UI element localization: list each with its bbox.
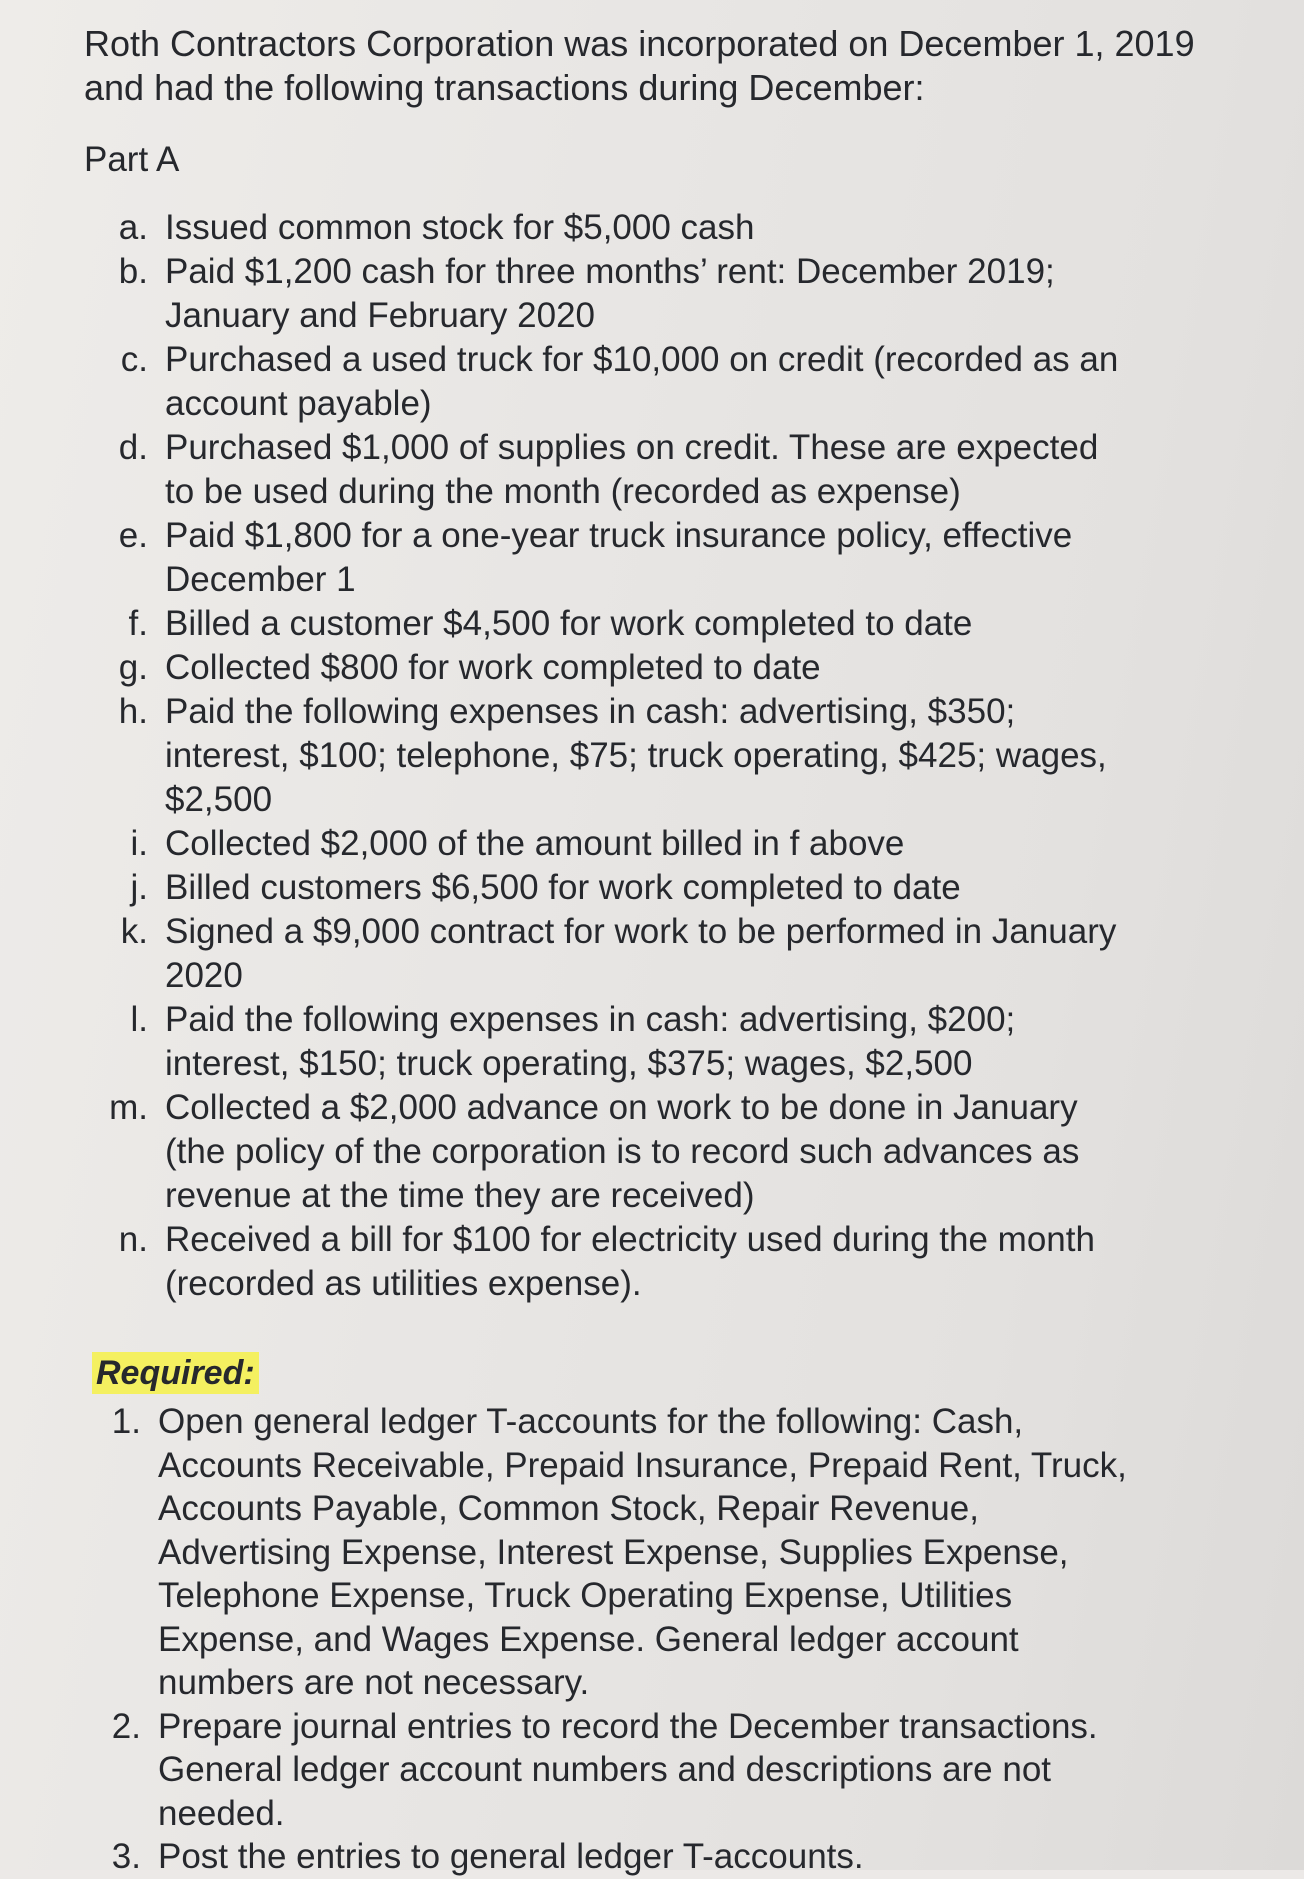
item-label: k. [120, 912, 148, 951]
requirements-list [92, 1400, 1304, 1879]
item-label: l. [130, 1000, 148, 1039]
item-label: 2. [111, 1706, 141, 1746]
list-item [84, 1086, 1304, 1218]
list-item [84, 690, 1304, 822]
item-label: n. [118, 1220, 148, 1259]
list-item [84, 426, 1304, 514]
item-text: Collected a $2,000 advance on work to be done in January (the policy of the corporation is to record such advances as revenue at the time they are received) [165, 1088, 1080, 1215]
item-text: Issued common stock for $5,000 cash [165, 208, 755, 247]
list-item [84, 338, 1304, 426]
item-text: Paid $1,200 cash for three months’ rent: December 2019; January and February 2020 [165, 252, 1055, 335]
list-item [92, 1400, 1304, 1705]
list-item [84, 602, 1304, 646]
item-text: Collected $800 for work completed to date [165, 648, 821, 687]
item-label: g. [118, 648, 148, 687]
list-item [84, 998, 1304, 1086]
item-text: Received a bill for $100 for electricity used during the month (recorded as utilities expense). [165, 1220, 1095, 1303]
item-text: Billed customers $6,500 for work completed to date [165, 868, 961, 907]
item-label: 1. [111, 1402, 141, 1441]
transaction-list [84, 206, 1304, 1306]
item-label: m. [109, 1088, 148, 1127]
item-label: j. [130, 868, 148, 907]
item-text: Paid $1,800 for a one-year truck insurance policy, effective December 1 [165, 516, 1073, 599]
intro-paragraph: Roth Contractors Corporation was incorporated on December 1, 2019 and had the following transactions during December: [84, 23, 1195, 108]
item-text: Signed a $9,000 contract for work to be performed in January 2020 [165, 912, 1117, 995]
item-label: e. [118, 516, 148, 555]
item-label: a. [118, 208, 148, 247]
required-heading: Required: [92, 1352, 259, 1394]
list-item [84, 910, 1304, 998]
item-label: i. [130, 824, 148, 863]
item-text: Purchased a used truck for $10,000 on credit (recorded as an account payable) [165, 340, 1119, 423]
item-text: Paid the following expenses in cash: advertising, $350; interest, $100; telephone, $75; truck operating, $425; wages, $2,500 [165, 692, 1107, 819]
list-item [84, 822, 1304, 866]
item-label: 3. [111, 1837, 141, 1876]
item-text: Collected $2,000 of the amount billed in f above [165, 824, 905, 863]
item-text: Prepare journal entries to record the December transactions. General ledger account numbers and descriptions are not needed. [158, 1706, 1098, 1833]
item-label: h. [118, 692, 148, 731]
item-text: Post the entries to general ledger T-accounts. [158, 1837, 864, 1876]
item-label: b. [118, 252, 148, 291]
item-label: f. [128, 604, 148, 643]
list-item [84, 646, 1304, 690]
item-label: d. [118, 428, 148, 467]
list-item [84, 250, 1304, 338]
required-section [92, 1352, 1304, 1879]
item-text: Open general ledger T-accounts for the following: Cash, Accounts Receivable, Prepaid Insurance, Prepaid Rent, Truck, Accounts Payable, Common Stock, Repair Revenue, Advertising Expense, Interest Expense, Supplies Expense, Telephone Expense, Truck Operating Expense, Utilities Expense, and Wages Expense. General ledger account numbers are not necessary. [158, 1402, 1127, 1702]
item-text: Purchased $1,000 of supplies on credit. These are expected to be used during the month (recorded as expense) [165, 428, 1099, 511]
list-item [84, 866, 1304, 910]
list-item [84, 206, 1304, 250]
list-item [84, 1218, 1304, 1306]
list-item [92, 1705, 1304, 1836]
item-text: Billed a customer $4,500 for work completed to date [165, 604, 973, 643]
list-item [84, 514, 1304, 602]
item-label: c. [120, 340, 148, 379]
item-text: Paid the following expenses in cash: advertising, $200; interest, $150; truck operating, $375; wages, $2,500 [165, 1000, 1016, 1083]
list-item [92, 1835, 1304, 1879]
part-heading: Part A [84, 140, 180, 179]
